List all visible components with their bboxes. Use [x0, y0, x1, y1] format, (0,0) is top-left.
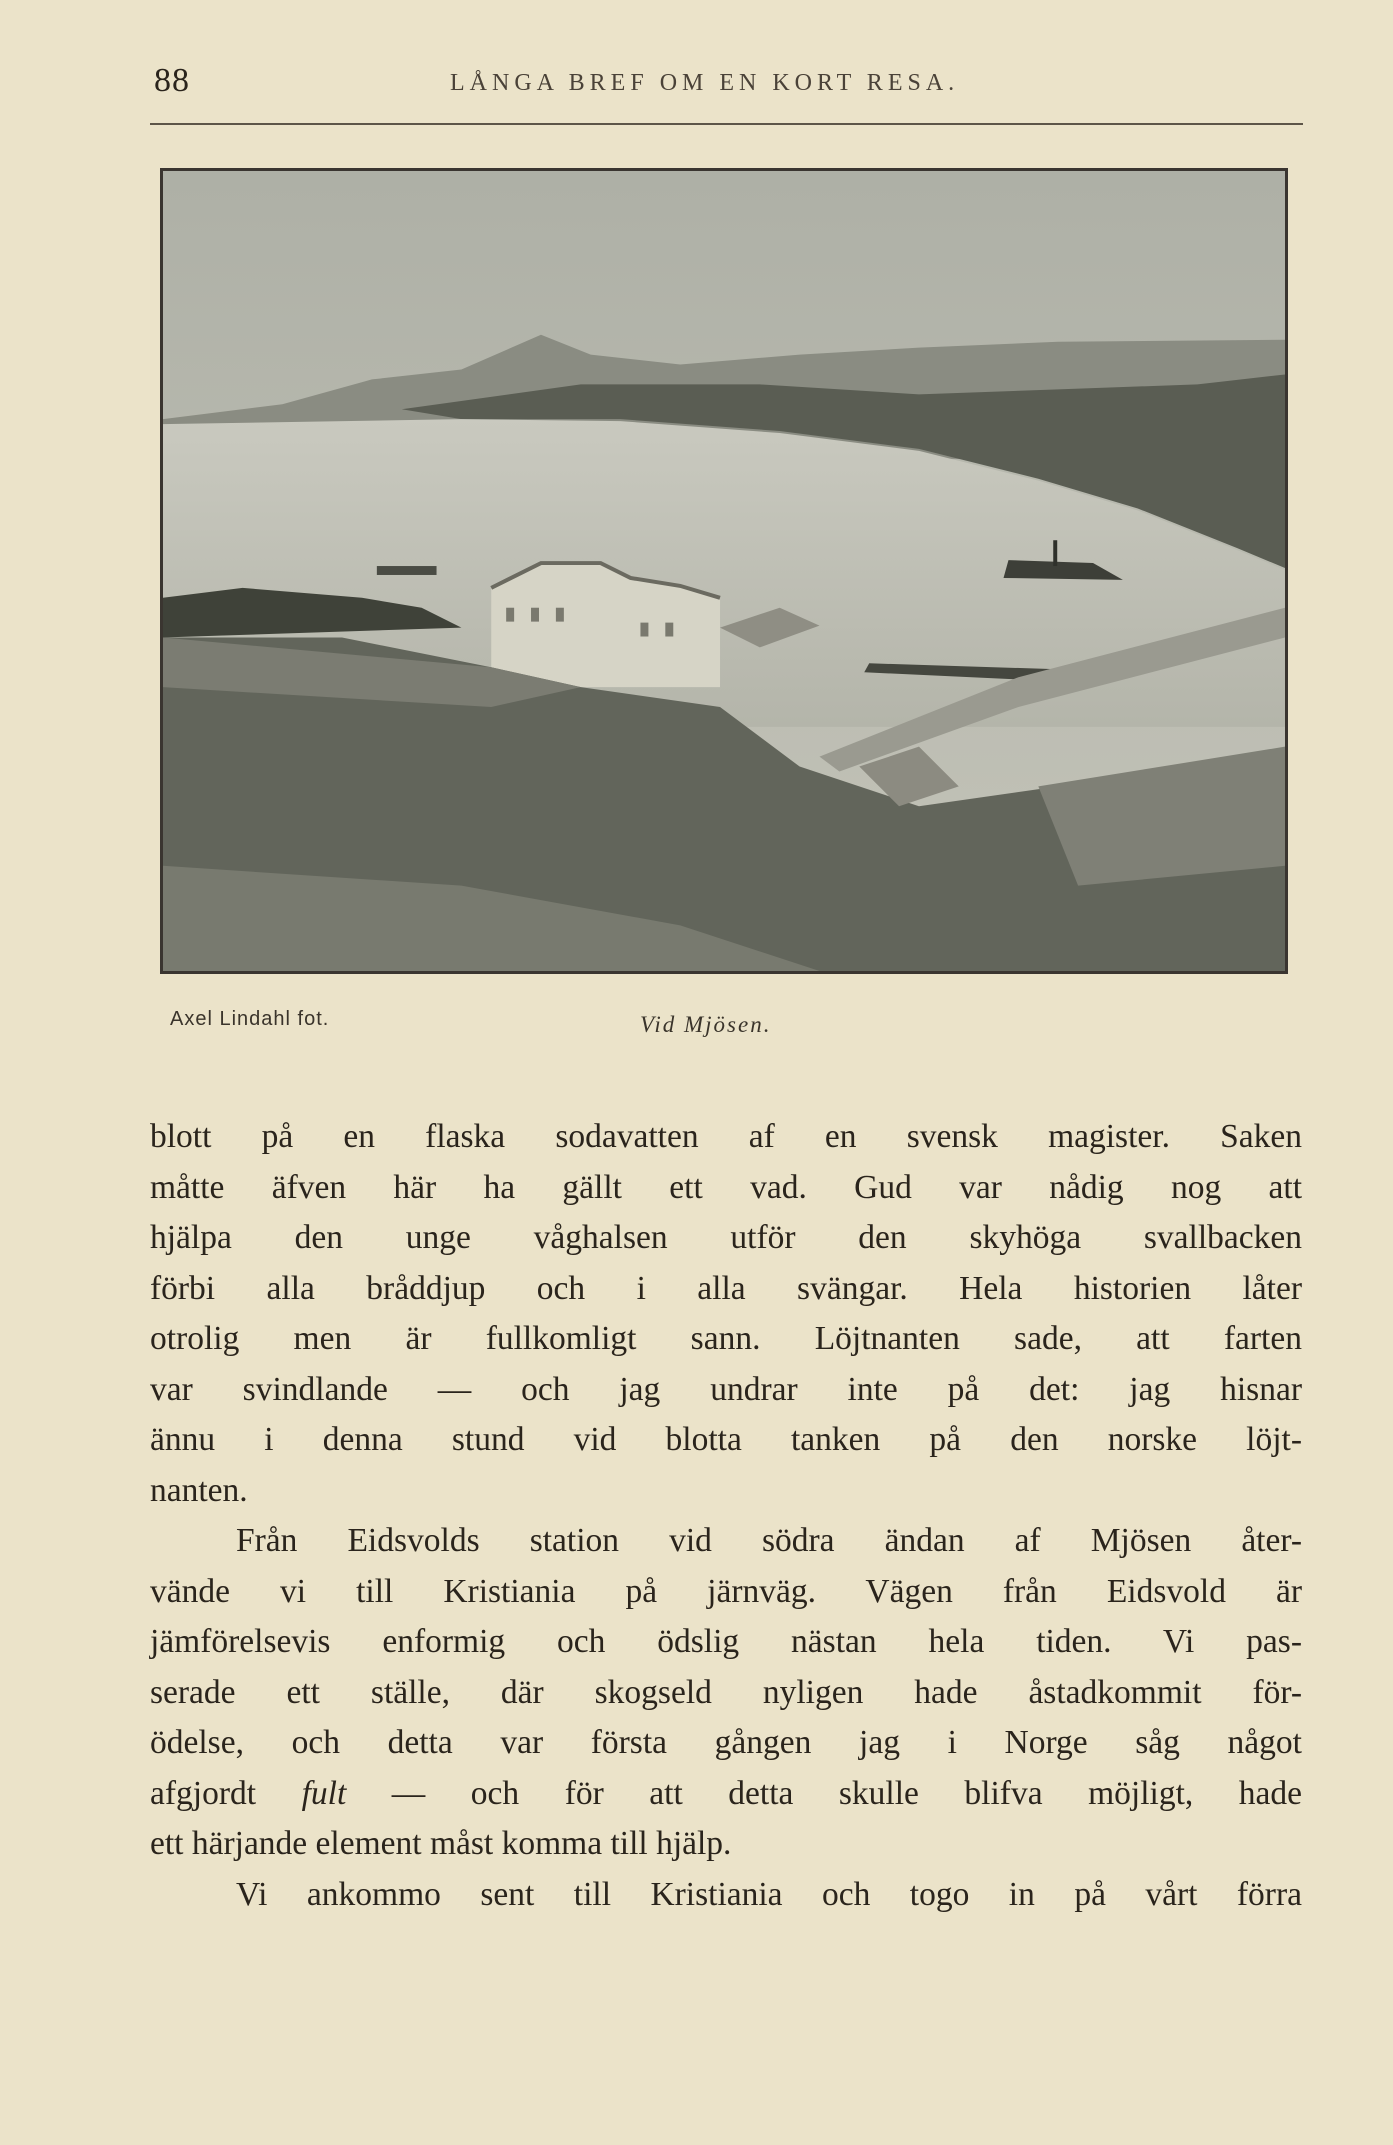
text-line: Från Eidsvolds station vid södra ändan af Mjösen åter-	[236, 1522, 1302, 1559]
text-line: förbi alla bråddjup och i alla svängar. Hela historien låter	[150, 1269, 1302, 1307]
text-segment: — och för att detta skulle blifva möjligt, hade	[346, 1774, 1303, 1812]
lake-harbour-photo	[163, 171, 1285, 971]
header-rule	[150, 123, 1303, 125]
text-line: otrolig men är fullkomligt sann. Löjtnanten sade, att farten	[150, 1320, 1302, 1357]
text-line: hjälpa den unge våghalsen utför den skyhöga svallbacken	[150, 1219, 1302, 1256]
text-line: blott på en flaska sodavatten af en svensk magister. Saken	[150, 1118, 1302, 1155]
paragraph	[150, 1516, 1302, 1870]
body-text	[150, 1112, 1302, 1920]
paragraph	[150, 1112, 1302, 1516]
text-line: ödelse, och detta var första gången jag i Norge såg något	[150, 1724, 1302, 1761]
text-line: nanten.	[150, 1471, 248, 1509]
text-line: ännu i denna stund vid blotta tanken på den norske löjt-	[150, 1421, 1302, 1458]
page-number: 88	[154, 62, 190, 99]
photo-credit: Axel Lindahl fot.	[170, 1008, 330, 1030]
emphasis-text: fult	[301, 1774, 347, 1812]
small-boat	[377, 566, 437, 575]
figure-caption: Vid Mjösen.	[640, 1012, 772, 1037]
text-line: Vi ankommo sent till Kristiania och togo in på vårt förra	[236, 1875, 1302, 1913]
running-title: LÅNGA BREF OM EN KORT RESA.	[450, 70, 960, 96]
text-line: serade ett ställe, där skogseld nyligen hade åstadkommit för-	[150, 1673, 1302, 1711]
text-line: vände vi till Kristiania på järnväg. Vägen från Eidsvold är	[150, 1572, 1302, 1610]
text-line: ett härjande element måst komma till hjälp.	[150, 1825, 732, 1862]
text-segment: afgjordt	[150, 1774, 302, 1812]
page-header	[150, 58, 1300, 108]
halftone-photograph	[160, 168, 1288, 974]
text-line	[150, 1769, 1302, 1820]
text-line: måtte äfven här ha gällt ett vad. Gud var nådig nog att	[150, 1168, 1302, 1206]
text-line: jämförelsevis enformig och ödslig nästan hela tiden. Vi pas-	[150, 1623, 1302, 1660]
paragraph	[150, 1870, 1302, 1921]
text-line: var svindlande — och jag undrar inte på det: jag hisnar	[150, 1370, 1302, 1408]
